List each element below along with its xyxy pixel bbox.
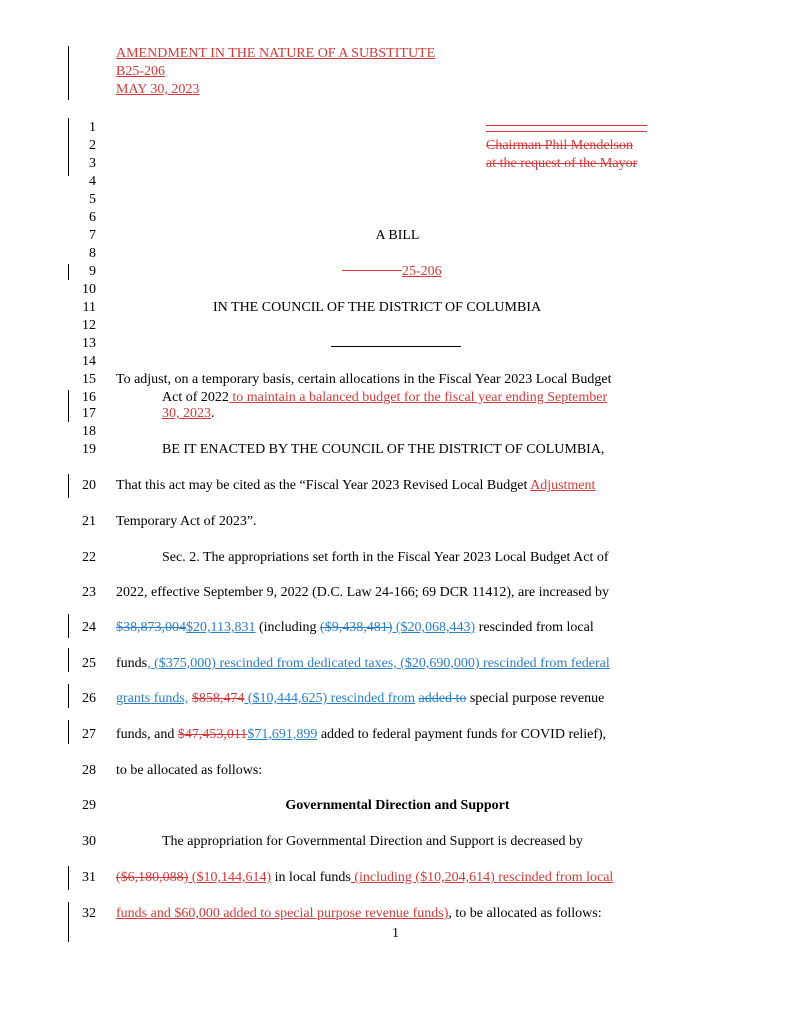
line-number: 31 <box>82 870 96 885</box>
line-number: 20 <box>82 478 96 493</box>
inserted-text: ($10,444,625) rescinded from <box>244 691 416 706</box>
body-text: rescinded from local <box>475 620 594 635</box>
inserted-amount: $71,691,899 <box>247 727 318 742</box>
purpose-line-15: To adjust, on a temporary basis, certain allocations in the Fiscal Year 2023 Local Budget <box>116 372 612 387</box>
bill-number-blank <box>342 270 402 271</box>
change-bar <box>68 264 69 280</box>
body-line-25 <box>116 656 610 672</box>
line-number: 10 <box>82 282 96 297</box>
line-number: 24 <box>82 620 96 635</box>
line-number: 23 <box>82 585 96 600</box>
line-number: 16 <box>82 390 96 405</box>
purpose-line-16 <box>162 390 607 406</box>
line-number: 22 <box>82 550 96 565</box>
inserted-text: grants funds, <box>116 691 189 706</box>
body-text: funds, and <box>116 727 178 742</box>
line-number: 2 <box>89 138 96 153</box>
change-bar <box>68 46 69 100</box>
line-number: 12 <box>82 318 96 333</box>
inserted-amount: $20,113,831 <box>186 620 256 635</box>
body-line-28: to be allocated as follows: <box>116 763 263 778</box>
sponsor-name: Chairman Phil Mendelson <box>486 138 633 153</box>
citation-insert: Adjustment <box>530 478 596 493</box>
body-line-27 <box>116 727 606 743</box>
deleted-amount: $858,474 <box>191 691 245 706</box>
line-number: 14 <box>82 354 96 369</box>
body-line-22: Sec. 2. The appropriations set forth in the Fiscal Year 2023 Local Budget Act of <box>162 550 609 565</box>
sponsor-rule <box>486 125 647 126</box>
line-number: 30 <box>82 834 96 849</box>
inserted-amount: ($10,144,614) <box>188 870 272 885</box>
purpose-insert: to maintain a balanced budget for the fiscal year ending September <box>228 390 608 405</box>
body-text: , to be allocated as follows: <box>448 906 602 921</box>
line-number: 18 <box>82 424 96 439</box>
body-line-26 <box>116 691 604 707</box>
sponsor-rule <box>486 131 647 132</box>
sponsor-request: at the request of the Mayor <box>486 156 638 171</box>
section-heading: Governmental Direction and Support <box>285 798 510 813</box>
change-bar <box>68 118 69 176</box>
line-number: 29 <box>82 798 96 813</box>
line-number: 8 <box>89 246 96 261</box>
line-number: 17 <box>82 406 96 421</box>
change-bar <box>68 684 69 708</box>
line-number: 32 <box>82 906 96 921</box>
body-text: added to federal payment funds for COVID relief), <box>317 727 607 742</box>
body-line-31 <box>116 870 613 886</box>
change-bar <box>68 614 69 638</box>
line-number: 15 <box>82 372 96 387</box>
body-line-30: The appropriation for Governmental Direction and Support is decreased by <box>162 834 584 849</box>
line-number: 4 <box>89 174 96 189</box>
body-line-20 <box>116 478 595 494</box>
body-text: in local funds <box>271 870 351 885</box>
page-number: 1 <box>392 926 399 941</box>
inserted-amount: ($20,068,443) <box>392 620 476 635</box>
line-number: 13 <box>82 336 96 351</box>
line-number: 5 <box>89 192 96 207</box>
line-number: 3 <box>89 156 96 171</box>
title-rule <box>331 346 461 347</box>
deleted-amount: ($6,180,088) <box>116 870 189 885</box>
bill-number <box>342 264 442 280</box>
purpose-line-17 <box>162 406 215 422</box>
citation-text: That this act may be cited as the “Fiscal Year 2023 Revised Local Budget <box>116 478 531 493</box>
line-number: 6 <box>89 210 96 225</box>
line-number: 9 <box>89 264 96 279</box>
body-line-24 <box>116 620 594 636</box>
deleted-text: added to <box>418 691 467 706</box>
body-line-23: 2022, effective September 9, 2022 (D.C. Law 24-166; 69 DCR 11412), are increased by <box>116 585 609 600</box>
line-number: 7 <box>89 228 96 243</box>
purpose-act: Act of 2022 <box>162 390 229 405</box>
inserted-text: (including ($10,204,614) rescinded from local <box>350 870 614 885</box>
body-line-21: Temporary Act of 2023”. <box>116 514 257 529</box>
line-number: 21 <box>82 514 96 529</box>
bill-title: A BILL <box>375 228 420 243</box>
line-number: 28 <box>82 763 96 778</box>
bill-id: B25-206 <box>116 64 165 79</box>
line-number: 1 <box>89 120 96 135</box>
enacting-clause: BE IT ENACTED BY THE COUNCIL OF THE DISTRICT OF COLUMBIA, <box>162 442 605 457</box>
change-bar <box>68 720 69 744</box>
purpose-insert-date: 30, 2023 <box>162 406 211 421</box>
change-bar <box>68 648 69 672</box>
change-bar <box>68 390 69 422</box>
line-number: 11 <box>82 300 96 315</box>
line-number: 27 <box>82 727 96 742</box>
inserted-text: funds and $60,000 added to special purpose revenue funds) <box>116 906 449 921</box>
inserted-text: , ($375,000) rescinded from dedicated taxes, ($20,690,000) rescinded from federal <box>147 656 610 671</box>
change-bar <box>68 474 69 498</box>
deleted-amount: $47,453,011 <box>177 727 248 742</box>
bill-number-text: 25-206 <box>402 264 442 279</box>
change-bar <box>68 866 69 890</box>
amendment-title: AMENDMENT IN THE NATURE OF A SUBSTITUTE <box>116 46 436 61</box>
line-number: 26 <box>82 691 96 706</box>
purpose-period: . <box>211 406 215 421</box>
body-line-32 <box>116 906 602 922</box>
deleted-amount: ($9,438,481) <box>320 620 393 635</box>
body-text: special purpose revenue <box>466 691 605 706</box>
amendment-date: MAY 30, 2023 <box>116 82 200 97</box>
council-heading: IN THE COUNCIL OF THE DISTRICT OF COLUMBIA <box>213 300 542 315</box>
line-number: 25 <box>82 656 96 671</box>
body-text: (including <box>255 620 321 635</box>
body-text: funds <box>116 656 148 671</box>
line-number: 19 <box>82 442 96 457</box>
deleted-amount: $38,873,004 <box>116 620 186 635</box>
